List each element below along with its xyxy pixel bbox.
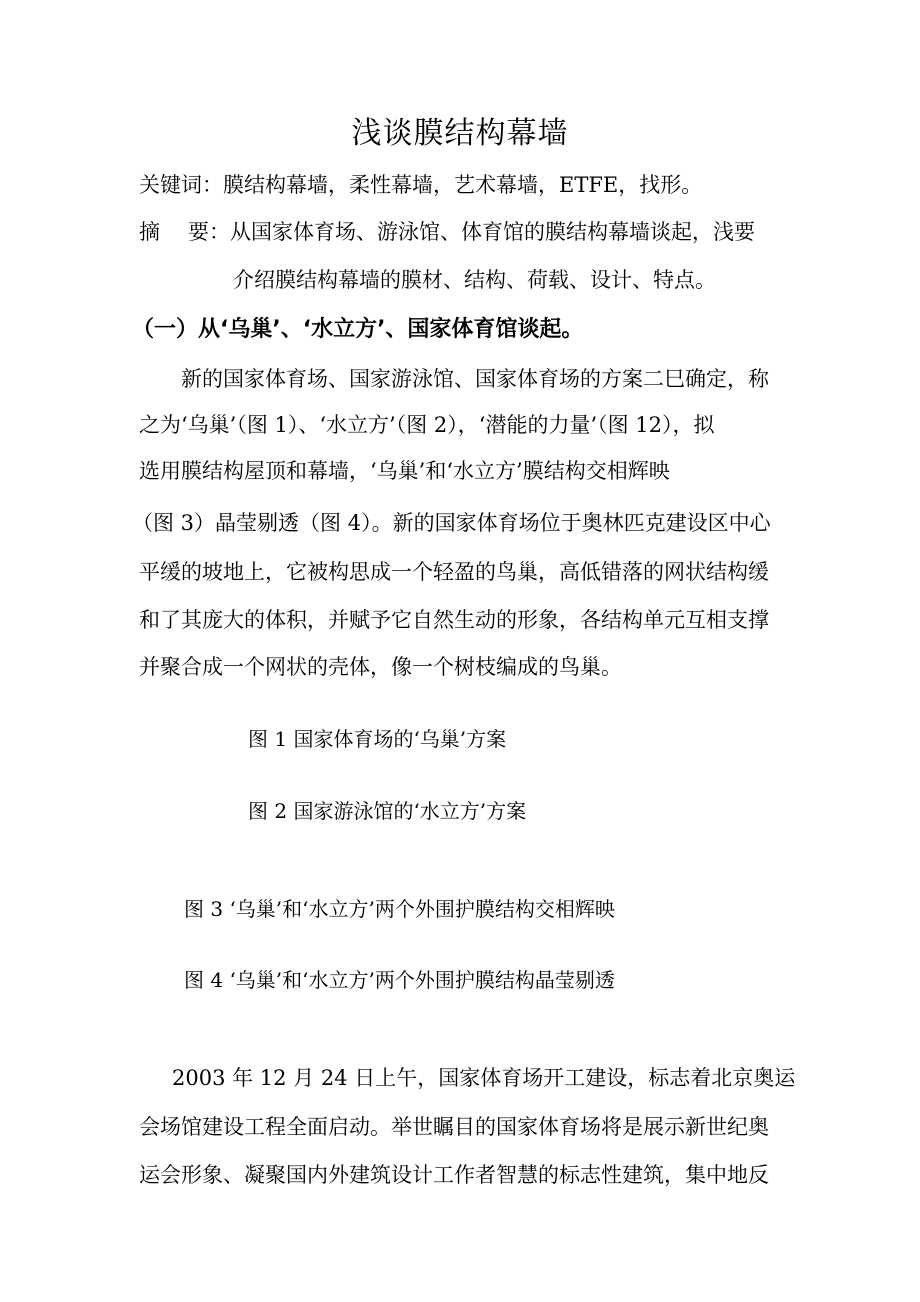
paragraph-2-line: 会场馆建设工程全面启动。举世瞩目的国家体育场将是展示新世纪奥 — [139, 1115, 769, 1139]
figure-1-caption: 图 1 国家体育场的‘乌巢’方案 — [248, 727, 507, 751]
paragraph-1-line: 之为‘乌巢’（图 1）、‘水立方’（图 2），‘潜能的力量’（图 12），拟 — [139, 413, 715, 437]
abstract-line-1 — [139, 217, 755, 247]
paragraph-1-line: 平缓的坡地上，它被构思成一个轻盈的鸟巢，高低错落的网状结构缓 — [139, 560, 769, 584]
paragraph-1-line: （图 3）晶莹剔透（图 4）。新的国家体育场位于奥林匹克建设区中心 — [132, 511, 771, 535]
abstract-line-2: 介绍膜结构幕墙的膜材、结构、荷载、设计、特点。 — [233, 268, 716, 292]
figure-3-caption: 图 3 ‘乌巢’和‘水立方’两个外围护膜结构交相辉映 — [184, 897, 615, 921]
paragraph-2-line: 运会形象、凝聚国内外建筑设计工作者智慧的标志性建筑，集中地反 — [139, 1163, 769, 1187]
abstract-label-part-1: 摘 — [139, 220, 160, 244]
abstract-text-1: 从国家体育场、游泳馆、体育馆的膜结构幕墙谈起，浅要 — [230, 220, 755, 244]
paragraph-1-line: 选用膜结构屋顶和幕墙，‘乌巢’和‘水立方’膜结构交相辉映 — [139, 459, 670, 483]
paragraph-1-line: 新的国家体育场、国家游泳馆、国家体育场的方案二巳确定，称 — [181, 367, 769, 391]
keywords-line: 关键词：膜结构幕墙，柔性幕墙，艺术幕墙，ETFE，找形。 — [139, 173, 703, 197]
section-heading: （一）从‘乌巢’、‘水立方’、国家体育馆谈起。 — [132, 317, 584, 342]
paragraph-1-line: 并聚合成一个网状的壳体，像一个树枝编成的鸟巢。 — [139, 655, 622, 679]
page-title: 浅谈膜结构幕墙 — [351, 116, 569, 151]
figure-2-caption: 图 2 国家游泳馆的‘水立方’方案 — [248, 799, 527, 823]
abstract-label-part-2: 要： — [188, 220, 230, 244]
paragraph-2-line: 2003 年 12 月 24 日上午，国家体育场开工建设，标志着北京奥运 — [172, 1066, 796, 1090]
figure-4-caption: 图 4 ‘乌巢’和‘水立方’两个外围护膜结构晶莹剔透 — [184, 968, 615, 992]
paragraph-1-line: 和了其庞大的体积，并赋予它自然生动的形象，各结构单元互相支撑 — [139, 608, 769, 632]
